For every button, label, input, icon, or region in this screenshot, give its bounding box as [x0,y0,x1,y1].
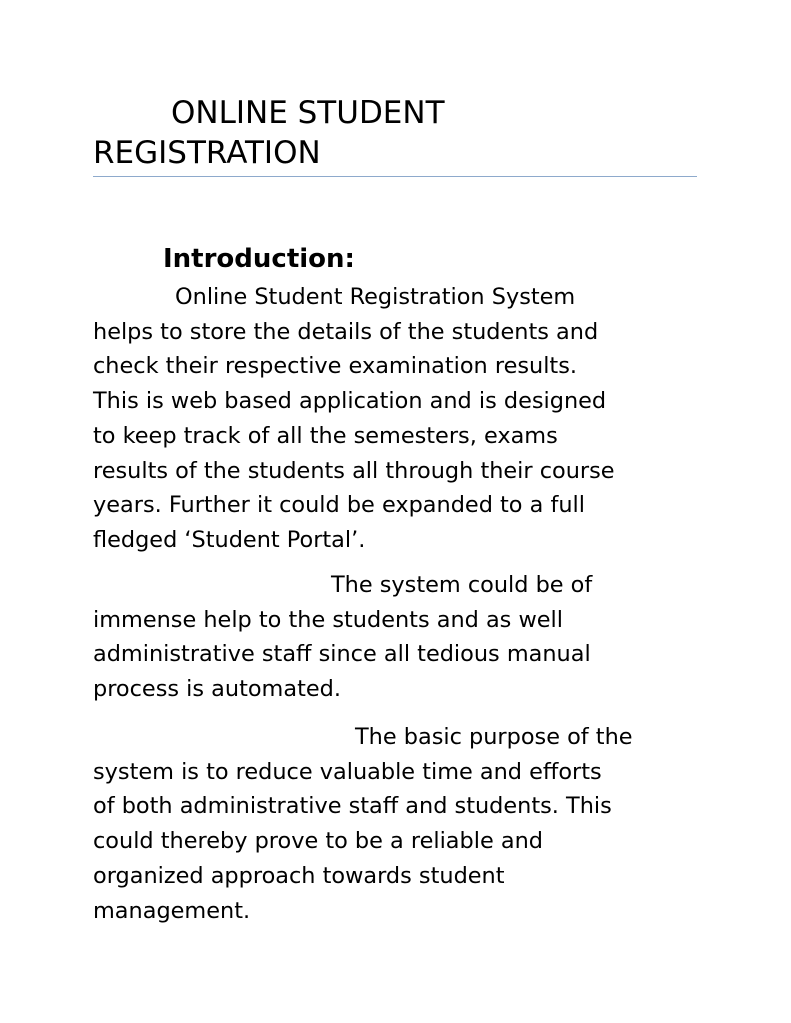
paragraph-1 [93,280,697,558]
paragraph-1-body: helps to store the details of the students and check their respective examination results. This is web based application and is designed to keep track of all the semesters, exams results of the students all through their course years. Further it could be expanded to a full fledged ‘Student Portal’. [93,318,615,553]
paragraph-3 [93,720,697,928]
paragraph-2-first-line: The system could be of [331,572,593,598]
title-divider [93,176,697,177]
document-page [93,0,697,1023]
title-line-1: ONLINE STUDENT [171,95,445,131]
paragraph-3-first-line: The basic purpose of the [355,724,633,750]
document-title [93,93,697,173]
paragraph-2 [93,568,697,707]
title-line-2: REGISTRATION [93,135,321,171]
paragraph-2-body: immense help to the students and as well administrative staff since all tedious manual process is automated. [93,606,591,703]
paragraph-1-first-line: Online Student Registration System [175,284,576,310]
section-heading: Introduction: [163,244,355,274]
paragraph-3-body: system is to reduce valuable time and efforts of both administrative staff and students. This could thereby prove to be a reliable and organized approach towards student management. [93,758,612,924]
